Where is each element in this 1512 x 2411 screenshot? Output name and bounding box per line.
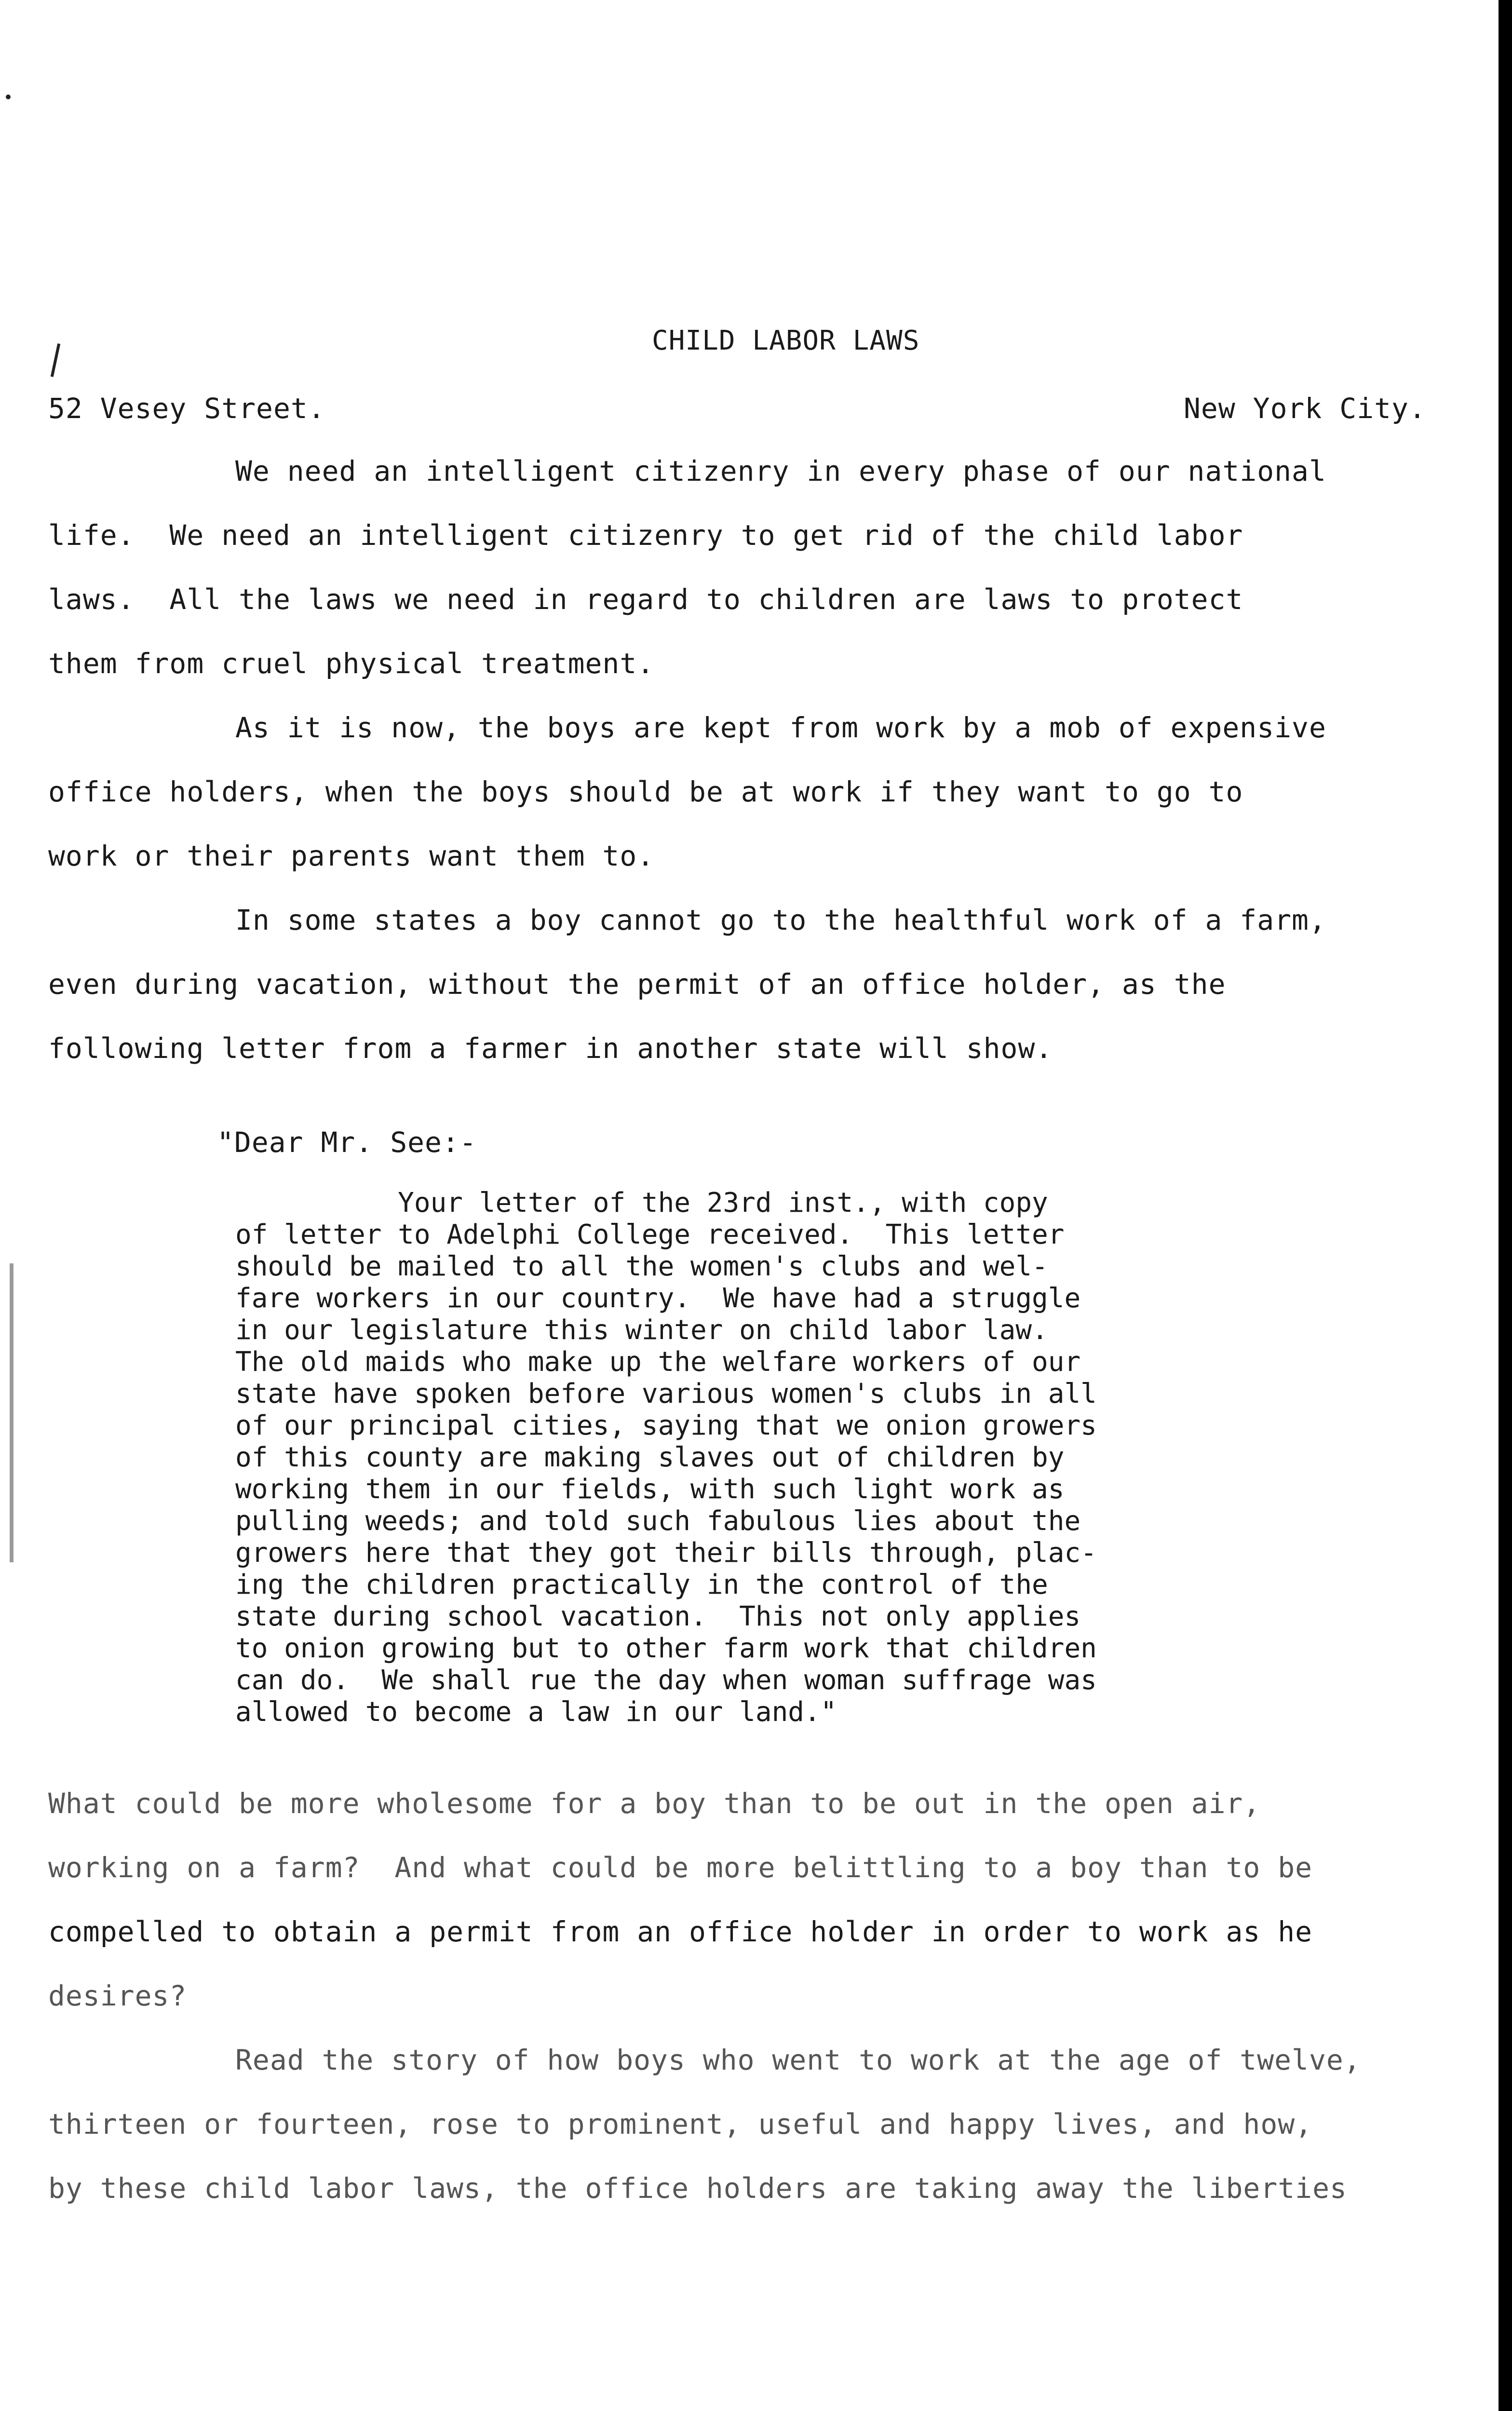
- letter-line: The old maids who make up the welfare workers of our: [235, 1346, 1081, 1378]
- paragraph-line: laws. All the laws we need in regard to children are laws to protect: [48, 583, 1243, 616]
- margin-mark: [51, 343, 60, 377]
- paragraph-line: desires?: [48, 1979, 187, 2012]
- letter-line: fare workers in our country. We have had a struggle: [235, 1283, 1081, 1314]
- paragraph-line: office holders, when the boys should be at work if they want to go to: [48, 775, 1243, 808]
- letter-line: of our principal cities, saying that we onion growers: [235, 1410, 1097, 1441]
- letter-line: Your letter of the 23rd inst., with copy: [235, 1187, 1048, 1219]
- paragraph-line: compelled to obtain a permit from an office holder in order to work as he: [48, 1915, 1313, 1948]
- address-left: 52 Vesey Street.: [48, 392, 325, 425]
- margin-mark: [6, 95, 11, 99]
- letter-line: ing the children practically in the control of the: [235, 1569, 1048, 1600]
- paragraph-line: following letter from a farmer in another state will show.: [48, 1032, 1053, 1065]
- paragraph-line: In some states a boy cannot go to the healthful work of a farm,: [235, 904, 1326, 936]
- letter-line: of letter to Adelphi College received. This letter: [235, 1219, 1065, 1250]
- letter-line: allowed to become a law in our land.": [235, 1696, 837, 1728]
- paragraph-line: work or their parents want them to.: [48, 840, 655, 872]
- paragraph-line: As it is now, the boys are kept from work by a mob of expensive: [235, 711, 1326, 744]
- letter-line: growers here that they got their bills through, plac-: [235, 1537, 1097, 1569]
- paragraph-line: them from cruel physical treatment.: [48, 647, 655, 680]
- paragraph-line: What could be more wholesome for a boy than to be out in the open air,: [48, 1787, 1261, 1820]
- letter-line: working them in our fields, with such light work as: [235, 1474, 1065, 1505]
- letter-salutation: "Dear Mr. See:-: [217, 1126, 477, 1159]
- paragraph-line: Read the story of how boys who went to work at the age of twelve,: [235, 2044, 1361, 2076]
- margin-mark: [10, 1263, 14, 1562]
- paragraph-line: even during vacation, without the permit of an office holder, as the: [48, 968, 1226, 1001]
- address-right: New York City.: [1184, 392, 1426, 425]
- letter-line: of this county are making slaves out of children by: [235, 1442, 1065, 1473]
- paragraph-line: working on a farm? And what could be more belittling to a boy than to be: [48, 1851, 1313, 1884]
- scan-border: [1498, 0, 1512, 2411]
- letter-line: should be mailed to all the women's clubs and wel-: [235, 1251, 1048, 1282]
- letter-line: state have spoken before various women's clubs in all: [235, 1378, 1097, 1409]
- paragraph-line: life. We need an intelligent citizenry to get rid of the child labor: [48, 519, 1243, 552]
- paragraph-line: We need an intelligent citizenry in every phase of our national: [235, 455, 1326, 488]
- letter-line: can do. We shall rue the day when woman suffrage was: [235, 1665, 1097, 1696]
- paragraph-line: by these child labor laws, the office holders are taking away the liberties: [48, 2172, 1347, 2205]
- letter-line: pulling weeds; and told such fabulous lies about the: [235, 1505, 1081, 1537]
- paragraph-line: thirteen or fourteen, rose to prominent, useful and happy lives, and how,: [48, 2108, 1313, 2140]
- letter-line: to onion growing but to other farm work that children: [235, 1633, 1097, 1664]
- letter-line: in our legislature this winter on child labor law.: [235, 1314, 1048, 1346]
- page-title: CHILD LABOR LAWS: [652, 325, 920, 356]
- letter-line: state during school vacation. This not only applies: [235, 1601, 1081, 1632]
